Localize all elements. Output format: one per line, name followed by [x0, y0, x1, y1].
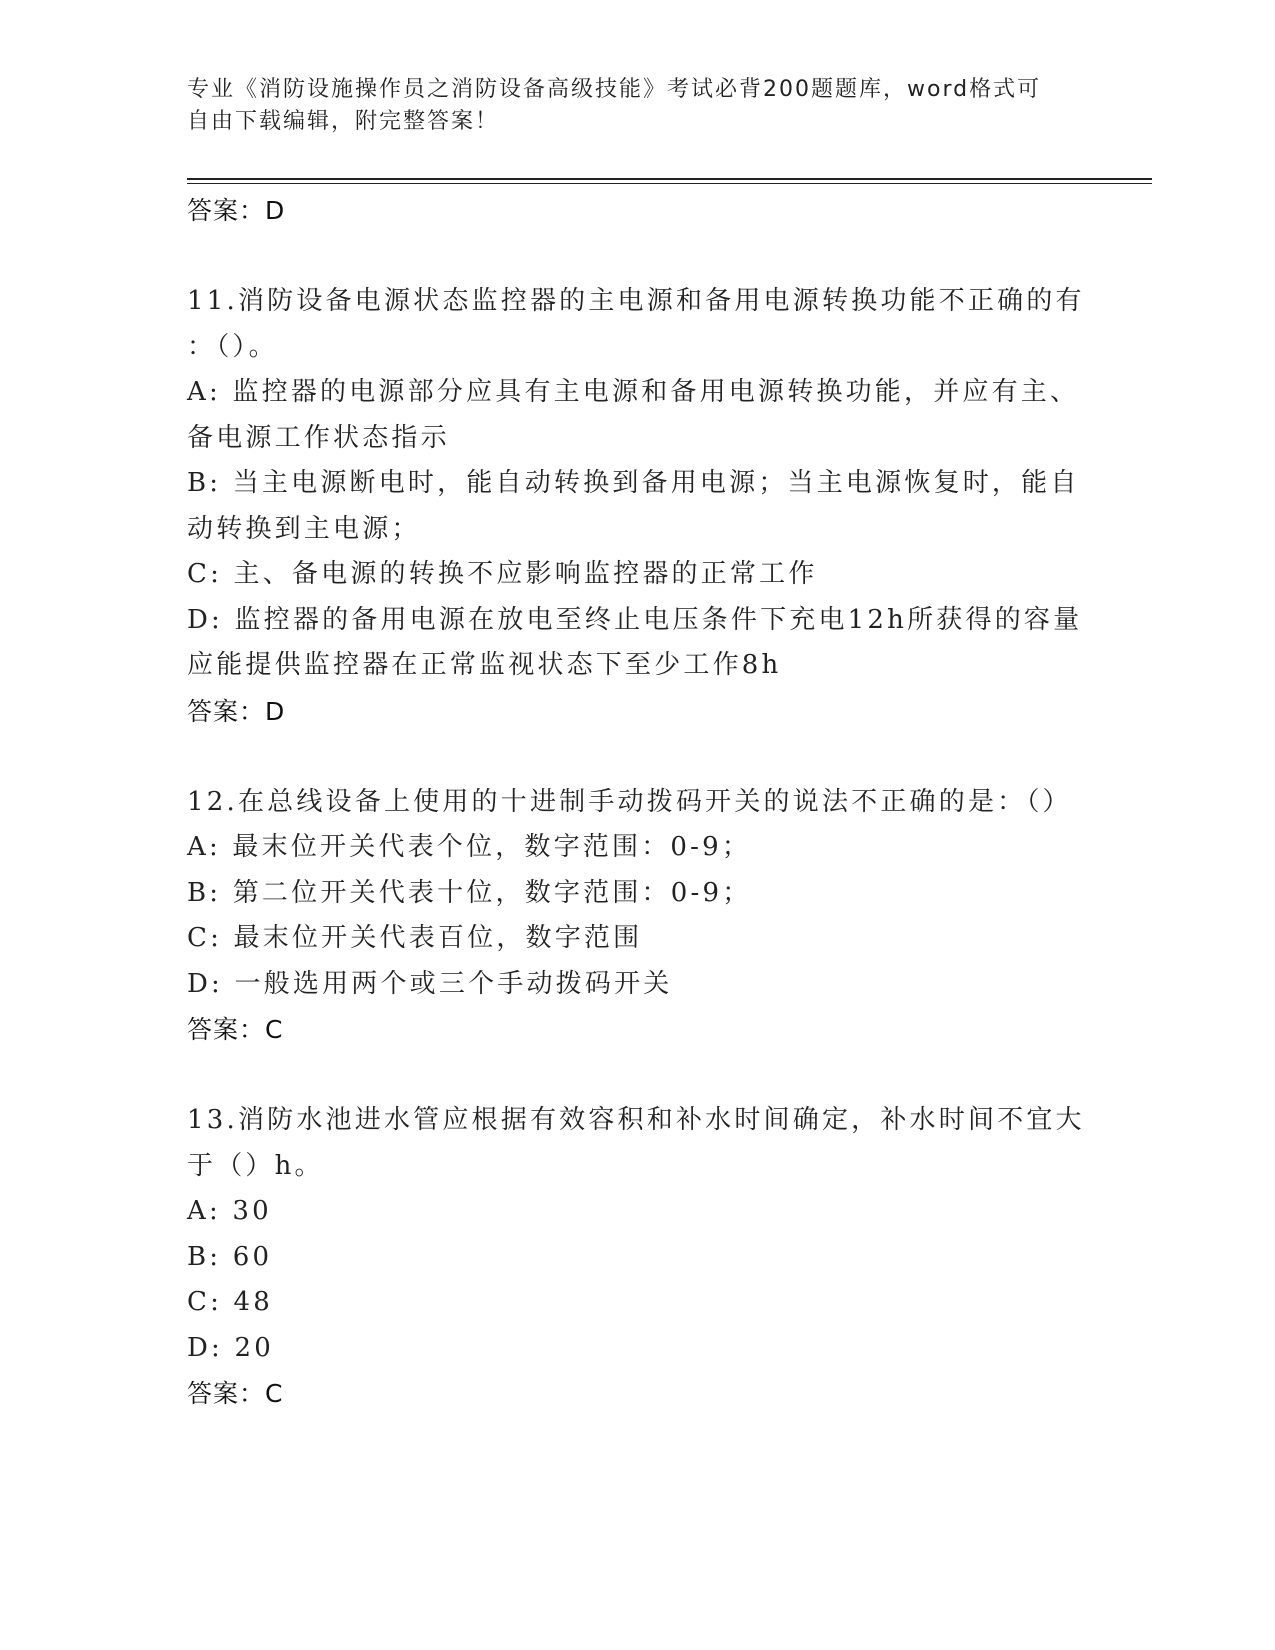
- option-b-line: 动转换到主电源；: [187, 513, 421, 544]
- option-c-line: C: 48: [187, 1287, 274, 1317]
- option-b-line: B: 第二位开关代表十位，数字范围：0-9；: [187, 877, 752, 908]
- answer-11: 答案：D: [187, 696, 286, 726]
- option-b-line: B: 60: [187, 1241, 273, 1272]
- question-12: [187, 780, 1087, 1053]
- option-a-line: 备电源工作状态指示: [187, 422, 450, 453]
- spacer: [187, 234, 1087, 280]
- option-a-line: A: 最末位开关代表个位，数字范围：0-9；: [187, 832, 752, 862]
- header-rule-thin: [187, 183, 1152, 184]
- question-stem-line: ：（）。: [187, 331, 278, 362]
- option-a-line: A: 30: [187, 1196, 272, 1226]
- option-d-line: D: 20: [187, 1332, 274, 1363]
- header-line-1: 专业《消防设施操作员之消防设备高级技能》考试必背200题题库，word格式可: [187, 77, 1042, 102]
- spacer: [187, 1053, 1087, 1099]
- option-c-line: C: 最末位开关代表百位，数字范围: [187, 923, 643, 953]
- answer-13: 答案：C: [187, 1379, 284, 1408]
- question-stem-line: 于（）h。: [187, 1150, 324, 1181]
- question-13: [187, 1098, 1087, 1417]
- option-d-line: D: 监控器的备用电源在放电至终止电压条件下充电12h所获得的容量: [187, 604, 1083, 635]
- previous-answer: 答案：D: [187, 196, 286, 225]
- header-line-2: 自由下载编辑，附完整答案！: [187, 109, 500, 134]
- option-d-line: 应能提供监控器在正常监视状态下至少工作8h: [187, 650, 782, 680]
- answer-12: 答案：C: [187, 1015, 284, 1044]
- option-b-line: B: 当主电源断电时，能自动转换到备用电源；当主电源恢复时，能自: [187, 468, 1080, 498]
- header-rule-thick: [187, 178, 1152, 180]
- question-stem-line: 11.消防设备电源状态监控器的主电源和备用电源转换功能不正确的有: [187, 286, 1085, 316]
- question-11: [187, 279, 1087, 734]
- option-c-line: C: 主、备电源的转换不应影响监控器的正常工作: [187, 559, 818, 589]
- option-d-line: D: 一般选用两个或三个手动拨码开关: [187, 968, 673, 999]
- option-a-line: A: 监控器的电源部分应具有主电源和备用电源转换功能，并应有主、: [187, 377, 1080, 407]
- spacer: [187, 734, 1087, 780]
- question-stem-line: 13.消防水池进水管应根据有效容积和补水时间确定，补水时间不宜大: [187, 1105, 1085, 1135]
- question-list: [187, 188, 1087, 1417]
- question-stem-line: 12.在总线设备上使用的十进制手动拨码开关的说法不正确的是：（）: [187, 786, 1072, 817]
- document-header: [187, 74, 1067, 138]
